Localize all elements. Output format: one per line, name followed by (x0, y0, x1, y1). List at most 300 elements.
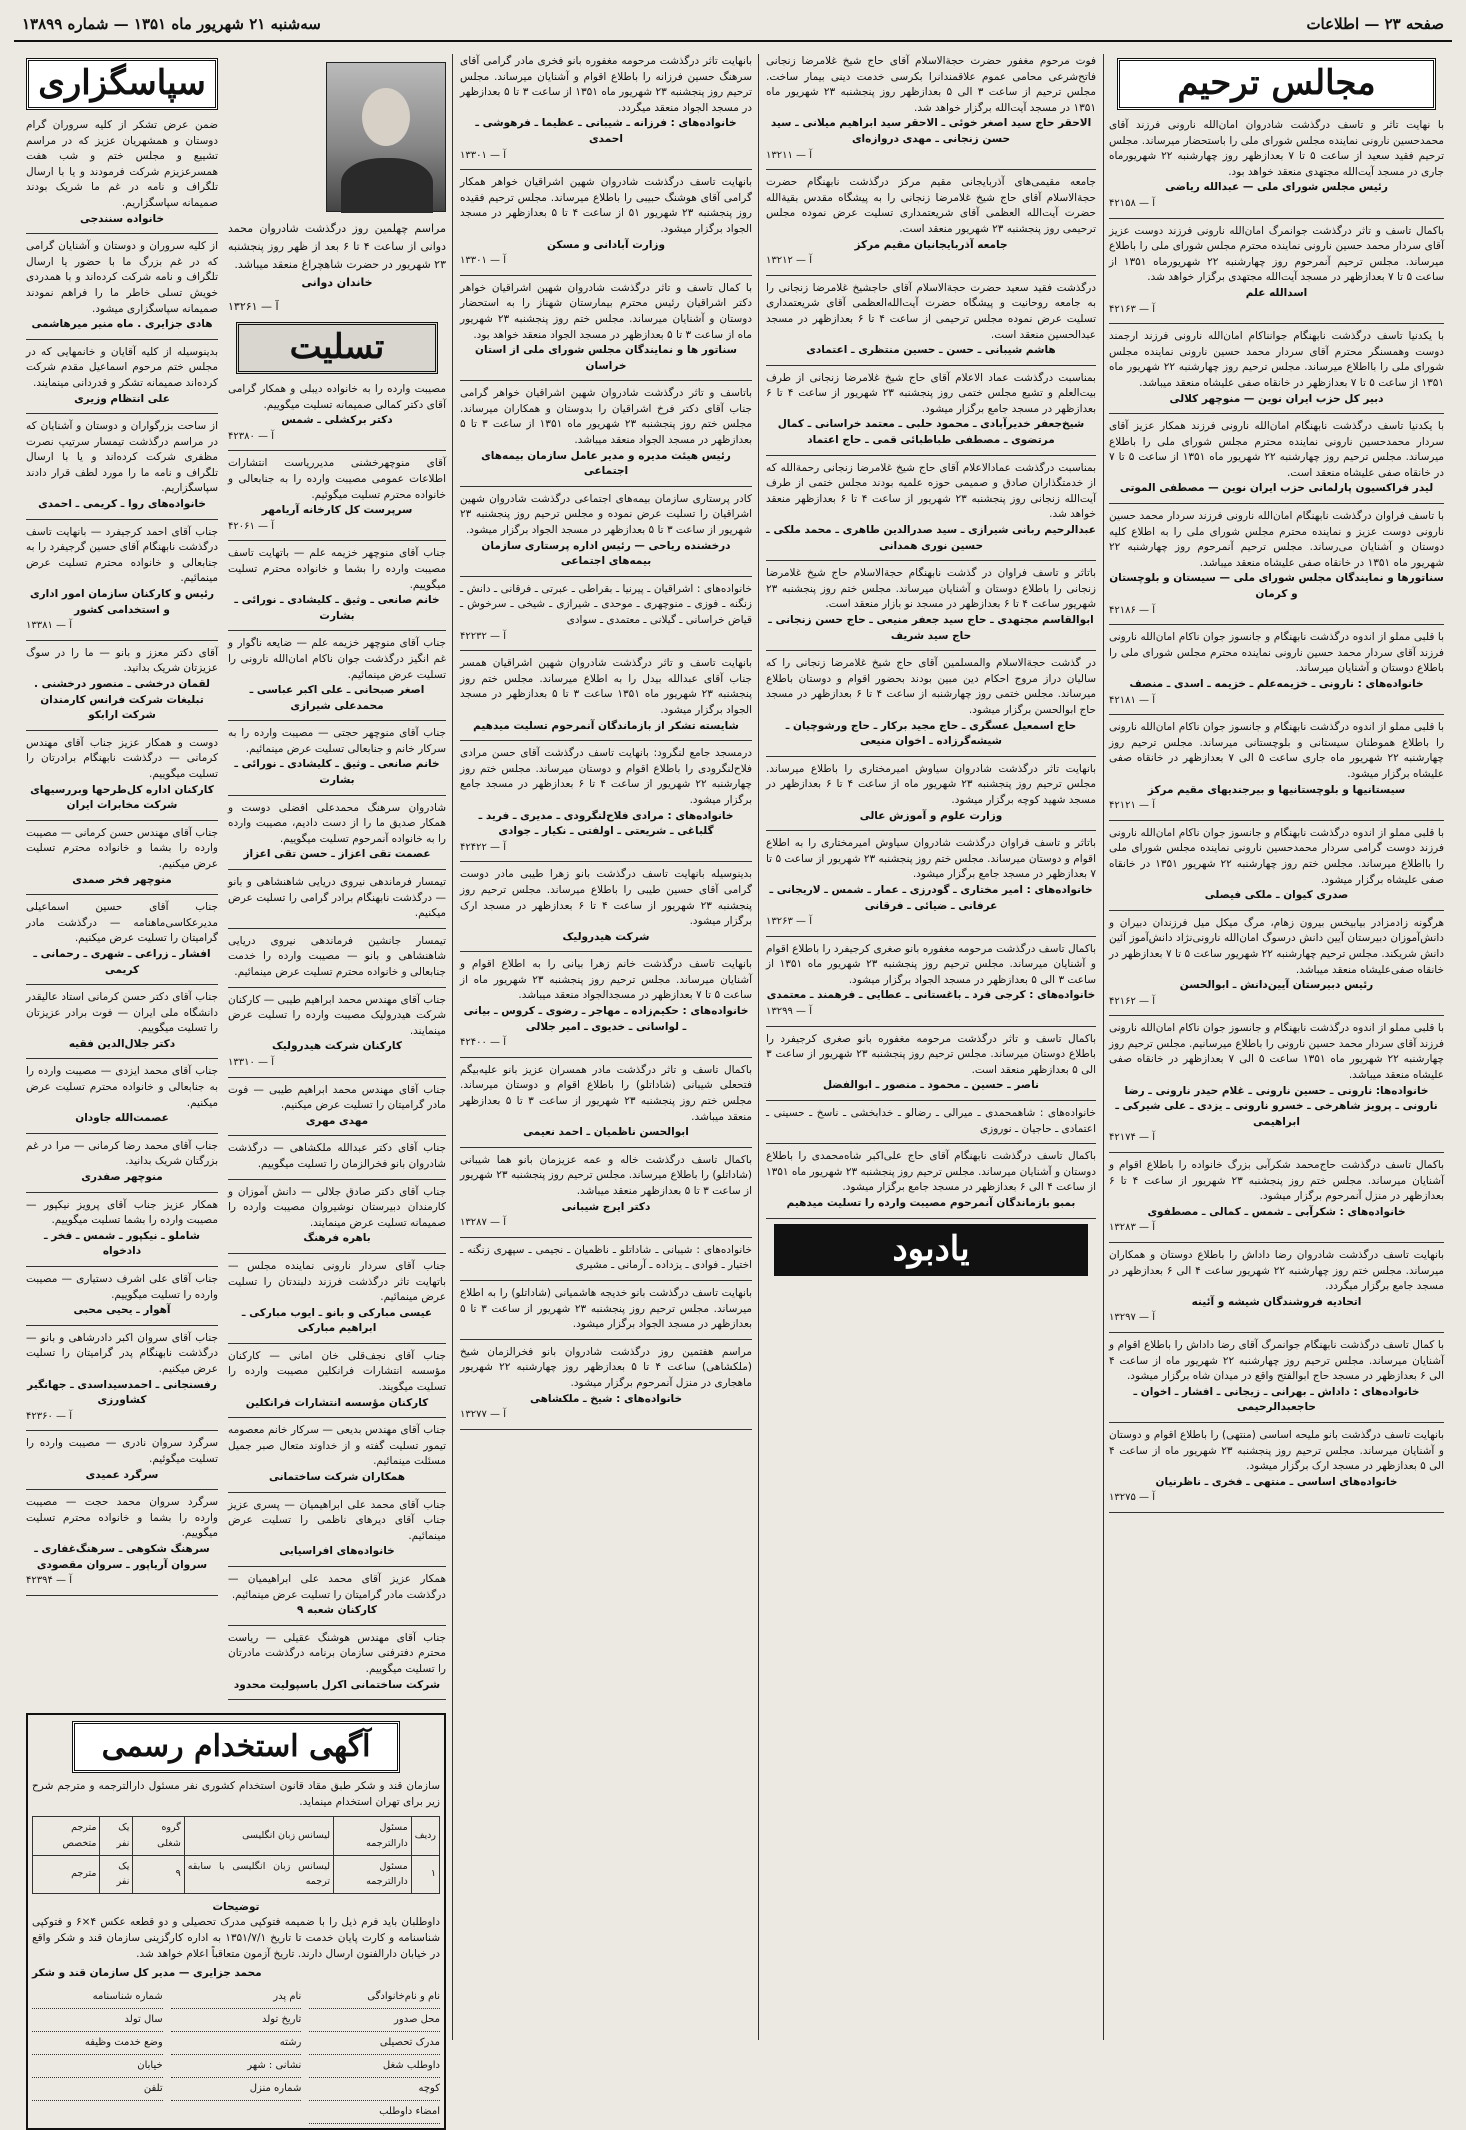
notice-text: جناب آقای سروان اکبر دادرشاهی و بانو — درگذشت نابهنگام پدر گرامیتان را تسلیت عرض میکنیم. (26, 1331, 218, 1375)
notice-item (228, 993, 446, 1071)
notice-code: آ — ۱۳۳۸۱ (26, 620, 72, 632)
notice-text: آقای منوچهرخشنی مدیرریاست انتشارات اطلاعات عمومی مصیبت وارده را به جنابعالی و خانواده محترم تسلیت میگوئیم. (228, 457, 446, 501)
notice-divider (460, 169, 752, 170)
notice-text: جامعه مقیمی‌های آذربایجانی مقیم مرکز درگذشت نابهنگام حضرت حجة‌الاسلام آقای حاج شیخ غلامرضا زنجانی را به پیشگاه مقدس بقیة‌الله حضرت آیت‌الله العظمی آقای شریعتمداری تسلیت عرض نموده مجلس ترحیمی روز پنجشنبه ۲۳ شهریور منعقد است. (766, 176, 1096, 235)
notice-item (460, 386, 752, 480)
notice-text: تیمسار جانشین فرماندهی نیروی دریایی شاهنشاهی و بانو — مصیبت وارده را خدمت جنابعالی و خانواده محترم تسلیت عرض مینمائیم. (228, 934, 446, 978)
notice-text: باکمال تاسف و تاثر درگذشت مرحومه مغفوره بانو صغری کرجیفرد را باطلاع دوستان میرساند. مجلس ترحیم روز پنجشنبه ۲۳ شهریور از ساعت ۳ الی ۵ بعدازظهر منعقد است. (766, 1032, 1096, 1076)
notice-text: هرگونه زادمزادر بیابیخس بیرون زهام، مرگ میکل میل فرزندان دبیران و دانش‌آموزان دبیرستان آیین دانش درسوگ امان‌الله نارونی‌نژاد دانش‌آموز آئین دانش شریکند. مجلس ترحیم چهارشنبه ۲۲ شهریور ساعت ۵ تا ۷ بعدازظهر در خانقاه صفی‌علیشاه منعقد میباشد. (1109, 916, 1444, 976)
notice-divider (26, 820, 218, 821)
estekhdam-banner: آگهی استخدام رسمی (72, 1721, 400, 1773)
notice-signature: شرکت ساختمانی اکرل باسپولیت محدود (233, 1678, 441, 1691)
notice-item (460, 1063, 752, 1141)
form-field-label: شماره منزل (171, 2078, 302, 2101)
column-4 (26, 54, 446, 2117)
notice-divider (228, 540, 446, 541)
notice-code: آ — ۴۲۴۰۰ (460, 1037, 506, 1049)
notice-text: باتاسف و تاثر درگذشت شادروان شهین اشراقیان خواهر گرامی جناب آقای دکتر فرخ اشراقیان را بدوستان و همکاران میرساند. مجلس ختم روز پنجشنبه ۲۳ شهریور ماه ۱۳۵۱ از ساعت ۳ تا ۵ بعدازظهر در مسجد الجواد منعقد میباشد. (460, 387, 752, 447)
notice-signature: الاحقر حاج سید اصغر خوئی ـ الاحقر سید ابراهیم میلانی ـ سید حسن زنجانی ـ مهدی دروازه‌ای (770, 117, 1092, 145)
notice-divider (1109, 413, 1444, 414)
notice-signature: خانواده سنندجی (79, 212, 165, 225)
notice-divider (26, 984, 218, 985)
form-field-label: رشته (171, 2032, 302, 2055)
column-3 (460, 54, 752, 2040)
notice-item (228, 1631, 446, 1693)
notice-text: درگذشت فقید سعید حضرت حجة‌الاسلام آقای حاجشیخ غلامرضا زنجانی را به جامعه روحانیت و پیشگاه حضرت آیت‌الله‌العظمی آقای شریعتمداری تسلیت عرض نموده مجلس ترحیمی از ساعت ۴ تا ۶ بعدازظهر در مسجد عبدالحسین منعقد است. (766, 281, 1096, 341)
notice-signature: افشار ـ زراعی ـ شهری ـ رحمانی ـ کریمی (33, 947, 211, 976)
notice-signature: علی انتظام وزیری (74, 392, 170, 405)
notice-signature: عیسی مبارکی و بانو ـ ایوب مبارکی ـ ابراهیم مبارکی (241, 1306, 433, 1335)
notice-signature: درخشنده ریاحی — رئیس اداره پرستاری سازمان بیمه‌های اجتماعی (481, 539, 731, 568)
notice-item (26, 345, 218, 407)
table-cell: ۱ (411, 1855, 439, 1893)
notice-divider (26, 519, 218, 520)
notice-signature: رفسنجانی ـ احمدسیداسدی ـ جهانگیر کشاورزی (27, 1378, 217, 1407)
notice-text: بمناسبت درگذشت عماد الاعلام آقای حاج شیخ غلامرضا زنجانی از طرف بیت‌العلم و تشیع مجلس ختمی روز پنجشنبه ۲۳ شهریور از ساعت ۴ تا ۶ بعدازظهر در مسجد جامع برگزار میشود. (766, 371, 1097, 415)
notice-divider (26, 894, 218, 895)
notice-item (228, 382, 446, 444)
notice-divider (766, 650, 1096, 651)
majales-tarhim-banner: مجالس ترحیم (1117, 58, 1436, 110)
notice-divider (228, 1566, 446, 1567)
notice-signature: دکتر جلال‌الدین فقیه (68, 1037, 176, 1050)
notice-signature: خانواده‌های افراسیابی (279, 1545, 395, 1558)
notice-text: همکار عزیز آقای محمد علی ابراهیمیان — درگذشت مادر گرامیتان را تسلیت عرض مینمائیم. (228, 1573, 446, 1601)
notes-title: توضیحات (212, 1900, 260, 1913)
notice-divider (766, 365, 1096, 366)
form-field-label: کوچه (309, 2078, 440, 2101)
notice-item (1109, 224, 1444, 318)
notice-divider (1109, 820, 1444, 821)
obituary-photo-block (228, 62, 446, 212)
notice-divider (766, 1218, 1096, 1219)
notice-divider (228, 1253, 446, 1254)
notice-item (228, 934, 446, 981)
notice-text: باکمال تاسف درگذشت مرحومه مغفوره بانو صغری کرجیفرد را باطلاع اقوام و آشنایان میرساند. مجلس ترحیم روز پنجشنبه ۲۳ شهریور ماه ۱۳۵۱ از ساعت ۳ الی ۵ بعدازظهر در مسجد الجواد برگزار میشود. (766, 942, 1097, 986)
notice-text: جناب آقای حسین اسماعیلی مدیرعکاسی‌ماهنامه — درگذشت مادر گرامیتان را تسلیت عرض میکنیم. (26, 901, 218, 945)
notice-item (460, 582, 752, 644)
notice-signature: وزارت آبادانی و مسکن (546, 238, 666, 251)
portrait-photo (326, 62, 446, 212)
notice-text: خانواده‌های : شیبانی ـ شاداتلو ـ ناظمیان ـ نجیمی ـ سپهری زنگنه ـ اختیار ـ فوادی ـ یزداده ـ آرمانی ـ مشیری (460, 1243, 752, 1272)
notice-signature: بمبو بازماندگان آنمرحوم مصیبت وارده را تسلیت میدهیم (786, 1197, 1076, 1209)
notice-item (1109, 826, 1444, 904)
column-2 (766, 54, 1096, 2040)
notice-divider (228, 450, 446, 451)
notice-code: آ — ۴۲۲۳۲ (460, 630, 506, 642)
notice-item (228, 1349, 446, 1411)
notice-text: از کلیه سروران و دوستان و آشنایان گرامی که در غم بزرگ ما با حضور یا ارسال تلگراف و نامه شرکت کرده‌اند و با همدردی خویش تسلی خاطر ما را فراهم نمودند صمیمانه سپاسگزاری میشود. (26, 240, 218, 315)
notice-item (766, 54, 1096, 163)
notice-divider (26, 1325, 218, 1326)
top-left-block (26, 54, 446, 1705)
employment-intro: سازمان قند و شکر طبق مقاد قانون استخدام کشوری نفر مسئول دارالترجمه و مترجم شرح زیر برای تهران استخدام مینماید. (32, 1780, 440, 1808)
notice-text: آقای دکتر معزز و بانو — ما را در سوگ عزیزتان شریک بدانید. (26, 646, 218, 675)
notice-signature: عصمت‌الله جاودان (75, 1112, 169, 1125)
notice-code: آ — ۱۳۲۸۷ (460, 1217, 506, 1229)
notice-item (1109, 1428, 1444, 1506)
notice-signature: ابوالحسن ناظمیان ـ احمد نعیمی (523, 1126, 689, 1139)
notice-divider (228, 720, 446, 721)
notice-text: بانهایت تاسف درگذشت شادروان رضا داداش را باطلاع دوستان و همکاران میرساند. مجلس ختم روز چهارشنبه ۲۲ شهریور ساعت ۴ الی ۶ بعدازظهر در مسجد جامع برگزار میگردد. (1109, 1249, 1445, 1293)
notice-item (460, 656, 752, 734)
notice-code: آ — ۴۲۱۶۲ (1109, 995, 1155, 1007)
notice-signature: اسدالله علم (1245, 286, 1308, 299)
notice-signature: سرپرست کل کارخانه آریامهر (261, 504, 413, 517)
notice-code: آ — ۴۲۱۸۱ (1109, 694, 1155, 706)
notice-signature: کارکنان شرکت هیدرولیک (272, 1040, 402, 1053)
notice-signature: رئیس هیئت مدیره و مدیر عامل سازمان بیمه‌های اجتماعی (481, 449, 731, 478)
notice-signature: وزارت علوم و آموزش عالی (859, 809, 1003, 822)
notice-divider (460, 1057, 752, 1058)
table-header-cell: مسئول دارالترجمه (334, 1817, 412, 1855)
form-field-label: سال تولد (32, 2009, 163, 2032)
notice-text: با یکدنیا تاسف درگذشت نابهنگام امان‌الله نارونی فرزند همکار عزیز آقای سردار محمدحسین نارونی نماینده محترم مجلس شورای ملی را باطلاع میرساند. مجلس ترحیم روز چهارشنبه ۲۲ شهریور ماه ۱۳۵۱ از ساعت ۵ تا ۷ در خانقاه صفی علیشاه منعقد است. (1109, 420, 1445, 479)
notice-text: با قلبی مملو از اندوه درگذشت نابهنگام و جانسوز جوان ناکام امان‌الله نارونی فرزند آقای سردار محمد حسین نارونی نماینده محترم مجلس شورای ملی را باطلاع دوستان و آشنایان میرساند. (1109, 631, 1444, 675)
notice-text: مصیبت وارده را به خانواده دیبلی و همکار گرامی آقای دکتر کمالی صمیمانه تسلیت میگوییم. (228, 383, 446, 411)
notice-signature: هاشم شیبانی ـ حسن ـ حسین منتظری ـ اعتمادی (806, 344, 1056, 357)
notice-text: جناب آقای نجف‌قلی خان امانی — کارکنان مؤسسه انتشارات فرانکلین مصیبت وارده را تسلیت میگویند. (228, 1349, 446, 1394)
newspaper-page (14, 8, 1452, 2117)
notice-item (766, 1106, 1096, 1137)
notice-text: با قلبی مملو از اندوه درگذشت نابهنگام و جانسوز جوان ناکام امان‌الله نارونی فرزند آقای سردار محمد حسین نارونی را باطلاع میرسانیم. مجلس ترحیم روز چهارشنبه ۲۲ شهریور ماه ۱۳۵۱ ساعت ۵ الی ۷ بعدازظهر در خانقاه صفی علیشاه منعقد میباشد. (1109, 1022, 1445, 1082)
notice-signature: کارکنان مؤسسه انتشارات فرانکلین (245, 1396, 429, 1409)
notice-divider (1109, 624, 1444, 625)
notice-text: ضمن عرض تشکر از کلیه سروران گرام دوستان و همشهریان عزیز که در مراسم تشییع و مجلس ختم و شب هفت همسرعزیزم شرکت فرمودند و یا با ارسال تلگراف و نامه در غم ما شریک بودند صمیمانه سپاسگزاریم. (26, 119, 218, 209)
form-field-label: نام پدر (171, 1986, 302, 2009)
notice-signature: خانواده‌های : کرجی‌ فرد ـ باغستانی ـ عطایی ـ فرهمند ـ معتمدی (766, 989, 1096, 1002)
notice-code: آ — ۴۲۱۶۳ (1109, 303, 1155, 315)
col3-notices (460, 54, 752, 1430)
notice-text: جناب آقای سردار نارونی نماینده مجلس — باتهایت تاثر درگذشت فرزند دلبندتان را تسلیت عرض مینمائیم. (228, 1259, 446, 1304)
notice-divider (228, 630, 446, 631)
notice-text: جناب آقای مهندس حسن کرمانی — مصیبت وارده را بشما و خانواده محترم تسلیت عرض میکنیم. (26, 826, 218, 870)
notice-code: آ — ۱۳۳۰۱ (460, 149, 506, 161)
notice-text: بانهایت تاسف درگذشت خانم زهرا بیانی را به اطلاع اقوام و آشنایان میرساند. مجلس ترحیم روز پنجشنبه ۲۳ شهریور ماه از ساعت ۵ تا ۷ بعدازظهر در مسجدالجواد منعقد میباشد. (460, 958, 752, 1002)
notice-item (1109, 419, 1444, 497)
notice-divider (26, 1266, 218, 1267)
notice-divider (766, 560, 1096, 561)
notice-divider (228, 1077, 446, 1078)
notice-divider (26, 1430, 218, 1431)
notice-signature: خانواده‌های : فرزانه ـ شیبانی ـ عظیما ـ فرهوشی ـ احمدی (475, 117, 737, 145)
notice-code: آ — ۱۳۲۷۵ (1109, 1492, 1155, 1504)
notice-text: باتاثر و تاسف فراوان در گذشت نابهنگام حجة‌الاسلام حاج شیخ غلامرضا زنجانی را باطلاع دوستان و آشنایان میرساند. مجلس ختم روز پنجشنبه ۲۳ شهریور ساعت ۴ تا ۶ بعدازظهر در مسجد نو بازار منعقد است. (766, 567, 1096, 611)
notice-divider (460, 1237, 752, 1238)
notice-text: باکمال تاسف درگذشت حاج‌محمد شکرآبی بزرگ خانواده را باطلاع اقوام و آشنایان میرساند. مجلس ختم روز پنجشنبه ۲۳ شهریور از ساعت ۴ تا ۶ بعدازظهر در منزل آنمرحوم برگزار میشود. (1109, 1159, 1445, 1203)
notice-item (460, 957, 752, 1051)
col2-notices (766, 54, 1096, 1219)
col1-notices (1109, 118, 1444, 1513)
notice-item (766, 656, 1096, 750)
notice-divider (228, 1417, 446, 1418)
notice-divider (766, 1026, 1096, 1027)
notice-signature: رئیس و کارکنان سازمان امور اداری و استخدامی کشور (29, 588, 214, 616)
notice-item (26, 1331, 218, 1425)
masthead (14, 8, 1452, 42)
notice-item (228, 1141, 446, 1172)
table-header-cell: یک نفر (100, 1817, 133, 1855)
form-field-label: تلفن (32, 2078, 163, 2101)
notice-divider (26, 233, 218, 234)
notice-signature: سیستانیها و بلوچستانیها و بیرجندیهای مقیم مرکز (1147, 783, 1406, 796)
notice-divider (228, 1179, 446, 1180)
notice-signature: سرهنگ شکوهی ـ سرهنگ‌غفاری ـ سروان آریاپور ـ سروان مقصودی (34, 1542, 210, 1571)
notice-text: تیمسار فرماندهی نیروی دریایی شاهنشاهی و بانو — درگذشت نابهنگام برادر گرامی را تسلیت عرض میکنیم. (228, 876, 446, 920)
notice-code: آ — ۱۳۳۱۰ (228, 1056, 274, 1068)
table-cell: مسئول دارالترجمه (334, 1855, 412, 1893)
notice-signature: ابوالقاسم مجتهدی ـ حاج سید جعفر منیعی ـ حاج حسن زنجانی ـ حاج سید شریف (768, 614, 1094, 642)
notice-item (460, 1243, 752, 1274)
notice-code: آ — ۱۳۳۰۱ (460, 255, 506, 267)
notice-text: جناب آقای مهندس محمد ابراهیم طیبی — کارکنان شرکت هیدرولیک مصیبت وارده را تسلیت عرض مینمایند. (228, 993, 446, 1037)
notice-item (228, 456, 446, 534)
notice-divider (228, 1492, 446, 1493)
notice-divider (26, 1489, 218, 1490)
notice-text: بدینوسیله از کلیه آقایان و خانمهایی که در مجلس ختم مرحوم اسماعیل مقدم شرکت کرده‌اند صمیمانه تشکر و قدردانی مینمایند. (26, 345, 218, 389)
notice-divider (1109, 1422, 1444, 1423)
notice-item (460, 867, 752, 945)
notice-item (26, 525, 218, 634)
table-header-cell: لیسانس زبان انگلیسی (184, 1817, 333, 1855)
notice-item (460, 1153, 752, 1231)
notice-item (766, 461, 1096, 555)
notice-item (26, 239, 218, 333)
notice-signature: سناتور ها و نمایندگان مجلس شورای ملی از استان خراسان (475, 344, 737, 372)
notice-divider (460, 1429, 752, 1430)
notice-divider (1109, 323, 1444, 324)
notice-item (228, 726, 446, 788)
notice-text: جناب آقای دکتر صادق جلالی — دانش آموزان و کارمندان دبیرستان نوشیروان مصیبت وارده را صمیمانه تسلیت عرض مینمایند. (228, 1185, 446, 1229)
notice-text: باکمال تاسف درگذشت نابهنگام آقای حاج علی‌اکبر شاه‌محمدی را باطلاع دوستان و آشنایان میرساند. مجلس ترحیم روز پنجشنبه ۲۳ شهریور ماه ۱۳۵۱ از ساعت ۴ الی ۶ بعدازظهر در مسجد جامع برگزار میشود. (766, 1150, 1096, 1194)
notice-item (766, 942, 1096, 1020)
notice-item (26, 118, 218, 227)
notice-item (1109, 1158, 1444, 1236)
notice-signature: شرکت هیدرولیک (562, 930, 650, 943)
notice-text: جناب آقای مهندس هوشنگ عقیلی — ریاست محترم دفترفنی سازمان برنامه درگذشت مادرتان را تسلیت میگوییم. (228, 1631, 446, 1675)
form-field-label: مدرک تحصیلی (309, 2032, 440, 2055)
table-header-cell: ردیف (411, 1817, 439, 1855)
notice-signature: خانواده‌های روا ـ کریمی ـ احمدی (38, 498, 206, 511)
notice-code: آ — ۴۲۱۷۴ (1109, 1132, 1155, 1144)
notice-item (1109, 916, 1444, 1010)
taslit-notices (228, 382, 446, 1700)
notice-signature: جامعه آذربایجانیان مقیم مرکز (854, 238, 1008, 251)
notice-divider (460, 1280, 752, 1281)
notice-signature: آهوار ـ یحیی محبی (73, 1304, 171, 1317)
notice-text: شادروان سرهنگ محمدعلی افضلی دوست و همکار صدیق ما را از دست دادیم، مصیبت وارده را به خانواده آنمرحوم تسلیت میگوییم. (228, 801, 446, 845)
notice-divider (26, 1058, 218, 1059)
notice-item (460, 175, 752, 269)
notice-divider (26, 1192, 218, 1193)
notice-item (460, 54, 752, 163)
notice-signature: حاج اسمعیل عسگری ـ حاج مجید برکار ـ حاج ورشوچیان ـ شیشه‌گرزاده ـ اخوان منیعی (785, 719, 1077, 748)
notice-text: جناب آقای محمد علی ابراهیمیان — پسری عزیز جناب آقای دیرهای ناظمی را تسلیت عرض مینمائیم. (228, 1498, 446, 1542)
masthead-date: سه‌شنبه ۲۱ شهریور ماه ۱۳۵۱ — شماره ۱۳۸۹۹ (22, 15, 321, 33)
notice-text: جناب آقای منوچهر حجتی — مصیبت وارده را به سرکار خانم و جنابعالی تسلیت عرض مینمائیم. (228, 727, 446, 755)
notice-item (228, 1498, 446, 1560)
employment-signature: محمد جزایری — مدیر کل سازمان قند و شکر (32, 1967, 262, 1980)
notice-signature: شاملو ـ نیکپور ـ شمس ـ فخر ـ دادخواه (43, 1229, 200, 1258)
notice-item (766, 281, 1096, 359)
notice-item (26, 1198, 218, 1260)
form-field-label: تاریخ تولد (171, 2009, 302, 2032)
notice-text: بمناسبت درگذشت عمادالاعلام آقای حاج شیخ غلامرضا زنجانی رحمة‌الله که از خدمتگذاران صادق و صمیمی حوزه علمیه بودند مجلس ختمی از طرف آیت‌الله زنجانی روز پنجشنبه ۲۳ شهریور از ساعت ۴ تا ۶ بعدازظهر منعقد خواهد شد. (766, 461, 1097, 521)
notice-text: بانهایت تاسف درگذشت شادروان شهین اشراقیان خواهر همکار گرامی آقای هوشنگ حبیبی را باطلاع میرساند. مجلس ترحیم فقیده روز پنجشنبه ۲۳ شهریور ۵۱ از ساعت ۴ تا ۵ بعدازظهر در مسجد الجواد برگزار میشود. (460, 176, 753, 235)
table-cell: یک نفر (100, 1855, 133, 1893)
column-rule (1103, 54, 1104, 2040)
notice-divider (26, 1133, 218, 1134)
notice-text: با تاسف فراوان درگذشت نابهنگام امان‌الله نارونی فرزند سردار محمد حسین نارونی دوست عزیز و نماینده محترم مجلس شورای ملی را به اطلاع کلیه دوستان و آشنایان می‌رساند. مجلس ترحیم آنمرحوم روز چهارشنبه ۲۲ شهریور ماه ۱۳۵۱ در خانقاه صفی علیشاه منعقد میباشد. (1109, 510, 1444, 569)
notice-text: خانواده‌های : اشراقیان ـ پیرنیا ـ بقراطی ـ عبرتی ـ فرقانی ـ دانش ـ زنگنه ـ فوزی ـ منوچهری ـ موحدی ـ شیرازی ـ شیخی ـ سرخوش ـ قیاض خراسانی ـ گیلانی ـ معتمدی ـ سوادی (460, 582, 752, 626)
notice-item (1109, 1338, 1444, 1416)
form-field-label: وضع خدمت وظیفه (32, 2032, 163, 2055)
notice-divider (766, 756, 1096, 757)
notice-text: جناب آقای احمد کرجیفرد — بانهایت تاسف درگذشت نابهنگام آقای حسین گرجیفرد را به جنابعالی و خانواده محترم تسلیت عرض مینمائیم. (26, 525, 218, 585)
notice-item (1109, 630, 1444, 708)
notice-divider (460, 275, 752, 276)
notice-item (26, 900, 218, 978)
notice-item (228, 1572, 446, 1619)
notice-item (460, 281, 752, 375)
notice-text: جناب آقای دکتر حسن کرمانی استاد عالیقدر دانشگاه ملی ایران — فوت برادر عزیزتان را تسلیت میگوییم. (26, 991, 218, 1035)
notice-item (26, 1495, 218, 1589)
notice-signature: مهدی مهری (305, 1114, 369, 1127)
notice-signature: همکاران شرکت ساختمانی (268, 1471, 406, 1484)
notice-divider (1109, 1512, 1444, 1513)
notice-text: با نهایت تاثر و تاسف درگذشت شادروان امان‌الله نارونی فرزند آقای محمدحسین نارونی نماینده مجلس شورای ملی را باستحضار میرساند. مجلس ترحیم فقید سعید از ساعت ۵ تا ۷ بعدازظهر روز چهارشنبه ۲۲ شهریورماه جاری در مسجد آیت‌الله مجتهدی منعقد خواهد بود. (1109, 119, 1444, 178)
notice-divider (228, 1343, 446, 1344)
notice-item (228, 1185, 446, 1247)
notice-divider (1109, 503, 1444, 504)
notice-divider (228, 795, 446, 796)
notice-code: آ — ۴۲۱۵۸ (1109, 197, 1155, 209)
notice-code: آ — ۱۳۲۷۷ (460, 1409, 506, 1421)
notice-signature: هادی جزایری . ماه منیر میرهاشمی (31, 318, 213, 331)
form-field-label: محل صدور (309, 2009, 440, 2032)
notice-signature: خانواده‌های اساسی ـ منتهی ـ فخری ـ ناظرنیان (1155, 1475, 1398, 1488)
notice-divider (460, 380, 752, 381)
notice-divider (26, 730, 218, 731)
notice-signature: عصمت تقی اعزاز ـ حسن تقی اعزاز (243, 848, 431, 861)
notice-signature: خانواده‌های : شیخ ـ ملکشاهی (529, 1392, 683, 1405)
notice-text: خانواده‌های : شاهمحمدی ـ میرالی ـ رضالو ـ خدابخشی ـ ناسخ ـ حسینی ـ اعتمادی ـ حاجیان ـ نوروزی (766, 1107, 1096, 1135)
notice-item (26, 1272, 218, 1319)
notice-divider (228, 1625, 446, 1626)
notice-text: جناب آقای محمد رضا کرمانی — مرا در غم بزرگتان شریک بدانید. (26, 1139, 218, 1168)
notice-text: بانهایت تاسف و تاثر درگذشت شادروان شهین اشراقیان همسر جناب آقای عبدالله بیدل را به اطلاع میرساند. مجلس ختم روز پنجشنبه ۲۳ شهریور ماه ۱۳۵۱ ساعت ۳ تا ۵ بعدازظهر در مسجد الجواد برگزار میشود. (460, 657, 752, 716)
employment-ad (26, 1713, 446, 2130)
notice-item (26, 990, 218, 1052)
notice-text: جناب آقای منوچهر خزیمه علم — باتهایت تاسف مصیبت وارده را بشما و خانواده محترم تسلیت میگوییم. (228, 547, 446, 591)
notice-signature: منوچهر فخر صمدی (72, 873, 172, 886)
form-field-label: نام و نام‌خانوادگی (309, 1986, 440, 2009)
notice-divider (228, 869, 446, 870)
notice-code: آ — ۴۲۳۸۰ (228, 430, 274, 442)
notice-signature: خانواده‌های : داداش ـ بهرانی ـ زیجانی ـ افشار ـ اخوان ـ حاجعبدالرحیمی (1133, 1385, 1420, 1414)
notice-divider (1109, 1242, 1444, 1243)
notice-item (26, 646, 218, 724)
notice-item (1109, 509, 1444, 618)
application-form (32, 1986, 440, 2124)
notice-divider (460, 951, 752, 952)
notice-code: آ — ۴۲۱۸۶ (1109, 604, 1155, 616)
notice-divider (228, 1135, 446, 1136)
table-cell: ۹ (133, 1855, 184, 1893)
notice-signature: دبیر کل حزب ایران نوین — منوچهر کلالی (1169, 392, 1384, 405)
notice-divider (460, 486, 752, 487)
notice-divider (26, 1595, 218, 1596)
notice-text: بانهایت تاثر درگذشت شادروان سیاوش امیرمختاری را باطلاع میرساند. مجلس ترحیم روز پنجشنبه ۲۳ شهریور ماه از ساعت ۴ تا ۶ بعدازظهر در مسجد شهید کوچه برگزار میشود. (766, 762, 1096, 806)
notice-signature: دکتر برکشلی ـ شمس (281, 414, 393, 427)
notice-divider (228, 1699, 446, 1700)
notice-signature: خانواده‌های : نارونی ـ خزیمه‌علم ـ خزیمه ـ اسدی ـ منصف (1129, 678, 1424, 690)
table-cell: لیسانس زبان انگلیسی با سابقه ترجمه (184, 1855, 333, 1893)
notice-item (228, 801, 446, 863)
notice-divider (460, 1147, 752, 1148)
notice-item (26, 1436, 218, 1483)
notice-divider (460, 1339, 752, 1340)
notice-code: آ — ۴۲۱۲۱ (1109, 800, 1155, 812)
notice-divider (1109, 1015, 1444, 1016)
notice-item (766, 762, 1096, 824)
notice-divider (460, 650, 752, 651)
notice-text: بانهایت تاسف درگذشت بانو ملیحه اساسی (منتهی) را باطلاع اقوام و دوستان و آشنایان میرساند. مجلس ترحیم روز پنجشنبه ۲۳ شهریور ماه از ساعت ۴ الی ۵ بعدازظهر در مسجد ارک برگزار میشود. (1109, 1428, 1445, 1473)
notice-text: باتاثر و تاسف فراوان درگذشت شادروان سیاوش امیرمختاری را به اطلاع اقوام و دوستان میرساند. مجلس ختم روز پنجشنبه ۲۳ شهریور از ساعت ۵ تا ۷ بعدازظهر در مسجد جامع برگزار میشود. (765, 837, 1096, 881)
notice-text: جناب آقای دکتر عبدالله ملکشاهی — درگذشت شادروان بانو فخرالزمان را تسلیت میگوییم. (228, 1142, 446, 1170)
notice-code: آ — ۴۲۰۶۱ (228, 520, 274, 532)
table-header-cell: مترجم متخصص (33, 1817, 100, 1855)
employment-table (32, 1816, 440, 1893)
form-field-label: نشانی : شهر (171, 2055, 302, 2078)
notice-signature: صدری کیوان ـ ملکی فیصلی (1204, 889, 1349, 902)
form-field-label: امضاء داوطلب (309, 2101, 440, 2124)
employment-notes: داوطلبان باید فرم ذیل را با ضمیمه فتوکپی مدرک تحصیلی و دو قطعه عکس ۴×۶ و فتوکپی شناسنامه و کارت پایان خدمت تا تاریخ ۱۳۵۱/۷/۱ به اداره کارگزینی سازمان قند و شکر واقع در خیابان دارالفنون ارسال دارند. تاریخ آزمون متعاقباً اعلام خواهد شد. (32, 1916, 440, 1960)
notice-signature: شایسته تشکر از بازماندگان آنمرحوم تسلیت میدهیم (473, 719, 739, 732)
notice-signature: رئیس دبیرستان آیین‌دانش ـ ابوالحسن (1179, 979, 1374, 992)
notice-text: از ساحت بزرگواران و دوستان و آشنایان که در مراسم درگذشت تیمسار سرتیپ نصرت مظفری شرکت کرده‌اند و یا با ارسال تلگراف و نامه ما را مورد لطف قرار دادند سپاسگزاریم. (26, 420, 218, 495)
notice-code: آ — ۴۲۴۲۲ (460, 841, 506, 853)
notice-item (26, 736, 218, 814)
notice-item (766, 836, 1096, 930)
notice-signature: کارکنان شعبه ۹ (296, 1604, 378, 1617)
notice-divider (228, 928, 446, 929)
notice-text: بدینوسیله بانهایت تاسف درگذشت بانو زهرا طیبی مادر دوست گرامی آقای حسین طیبی را باطلاع میرساند. مجلس ترحیم روز پنجشنبه ۲۳ شهریور از ساعت ۴ تا ۶ بعدازظهر در مسجد ارک برگزار میشود. (460, 868, 752, 928)
notice-item (228, 546, 446, 624)
notice-signature: باهره فرهنگ (303, 1232, 371, 1245)
notice-code: آ — ۴۲۳۹۴ (26, 1575, 72, 1587)
notice-text: باکمال تاسف و تاثر درگذشت جوانمرگ امان‌الله نارونی فرزند دوست عزیز آقای سردار محمد حسین نارونی نماینده محترم مجلس شورای ملی را باطلاع میرساند. مجلس ترحیم آنمرحوم روز چهارشنبه ۲۲ شهریورماه ۱۳۵۱ از ساعت ۵ تا ۷ بعدازظهر در مسجد آیت‌الله مجتهدی برگزار خواهد شد. (1109, 224, 1444, 284)
notice-text: همکار عزیز جناب آقای پرویز نیکپور — مصیبت وارده را بشما تسلیت میگوییم. (26, 1198, 218, 1227)
notice-item (1109, 1248, 1444, 1326)
notice-signature: خانواده‌های : مرادی فلاح‌لنگرودی ـ مدیری ـ فرید ـ گلباغی ـ شریعتی ـ اولفتی ـ نکیار ـ جوادی (478, 809, 734, 838)
notice-signature: سرگرد عمیدی (85, 1468, 159, 1481)
notice-code: آ — ۱۳۲۸۳ (1109, 1222, 1155, 1234)
taslit-banner: تسلیت (236, 322, 438, 374)
notice-item (1109, 720, 1444, 814)
notice-divider (1109, 1332, 1444, 1333)
yadbud-banner: یادبود (774, 1224, 1088, 1276)
notice-text: با کمال تاسف درگذشت نابهنگام جوانمرگ آقای رضا داداش را باطلاع اقوام و آشنایان میرساند. مجلس ترحیم روز چهارشنبه ۲۲ شهریور ماه از ساعت ۴ الی ۶ بعدازظهر در مسجد حاج ابوالفتح واقع در میدان شاه برگزار میشود. (1109, 1338, 1445, 1383)
form-field-label: شماره شناسنامه (32, 1986, 163, 2009)
notice-divider (228, 987, 446, 988)
notice-divider (766, 455, 1096, 456)
notice-signature: عبدالرحیم ربانی شیرازی ـ سید صدرالدین طاهری ـ محمد ملکی ـ حسین نوری همدانی (766, 524, 1096, 552)
notice-divider (1109, 1152, 1444, 1153)
notice-divider (766, 169, 1096, 170)
notice-text: بانهایت تاثر درگذشت مرحومه مغفوره بانو فخری مادر گرامی آقای سرهنگ حسین فرزانه را باطلاع اقوام و آشنایان میرساند. مجلس ترحیم روز پنجشنبه ۲۳ شهریور ماه ۱۳۵۱ از ساعت ۳ تا ۵ بعدازظهر در مسجد الجواد منعقد میگردد. (460, 55, 752, 114)
notice-signature: شیخ‌جعفر خدیرآبادی ـ محمود حلبی ـ معتمد خراسانی ـ کمال مرتضوی ـ مصطفی طباطبائی قمی ـ حاج اعتماد (777, 418, 1085, 447)
